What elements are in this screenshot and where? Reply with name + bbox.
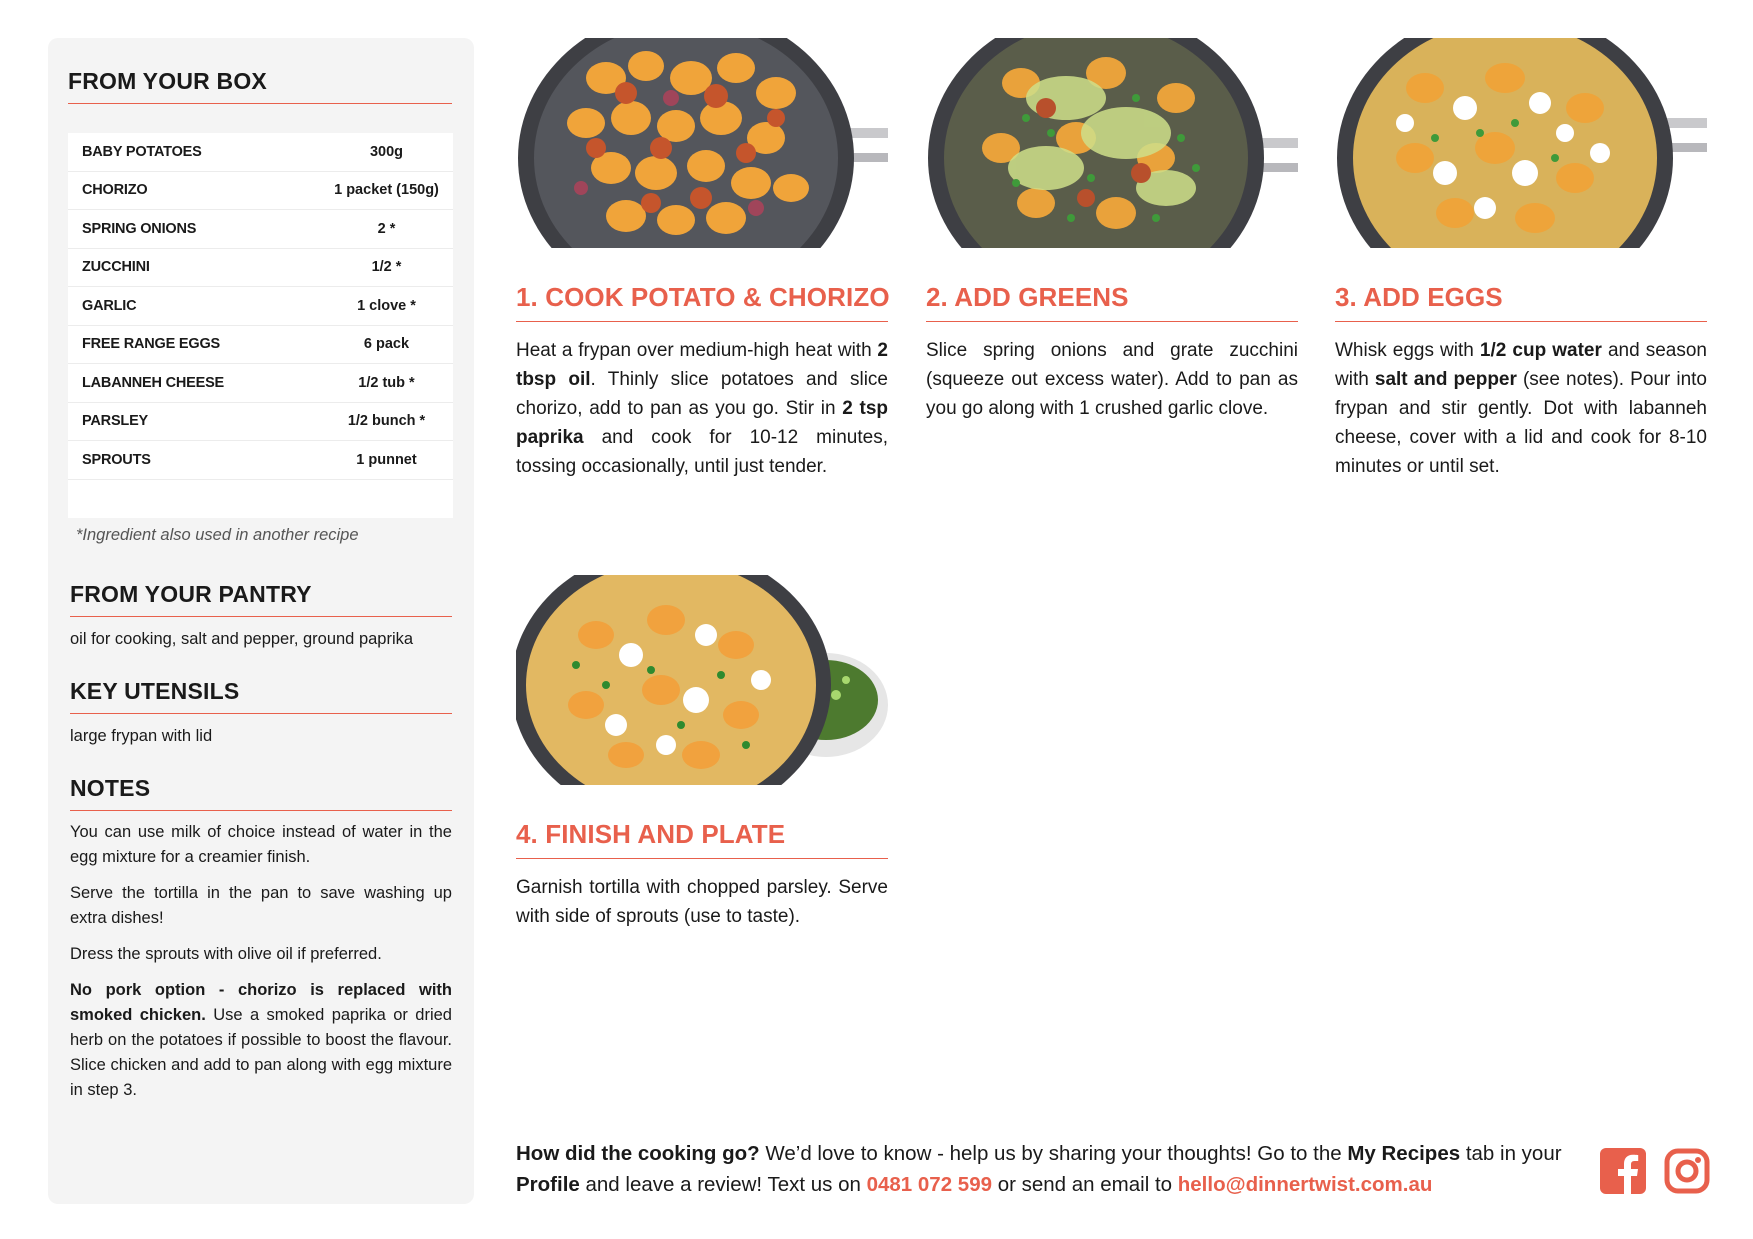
footer-text: We’d love to know - help us by sharing your thoughts! Go to the — [759, 1142, 1348, 1165]
step-1-title: 1. COOK POTATO & CHORIZO — [516, 282, 888, 322]
ingredient-name: SPRING ONIONS — [82, 220, 197, 237]
table-row — [68, 326, 453, 365]
step-text-part: (see notes). Pour into frypan and stir gently. Dot with labanneh cheese, cover with a lid and cook for 8-10 minutes or until set. — [1335, 369, 1707, 477]
ingredient-qty: 1 packet (150g) — [334, 182, 439, 199]
ingredient-name: ZUCCHINI — [82, 259, 150, 276]
profile-label: Profile — [516, 1173, 580, 1196]
ingredient-name: BABY POTATOES — [82, 143, 202, 160]
step-text-part: Slice spring onions and grate zucchini (squeeze out excess water). Add to pan as you go along with 1 crushed garlic clove. — [926, 340, 1298, 419]
ingredient-qty: 2 * — [377, 220, 396, 237]
step-2-image — [926, 38, 1298, 248]
instagram-icon[interactable] — [1664, 1148, 1710, 1194]
notes-title: NOTES — [70, 775, 452, 811]
step-text-bold: salt and pepper — [1374, 369, 1517, 390]
ingredient-qty: 6 pack — [363, 336, 410, 353]
table-row — [68, 172, 453, 211]
step-text-part: Heat a frypan over medium-high heat with — [516, 340, 878, 361]
from-your-box-title: FROM YOUR BOX — [68, 68, 452, 104]
step-2-title: 2. ADD GREENS — [926, 282, 1298, 322]
ingredient-name: PARSLEY — [82, 413, 149, 430]
step-4-text — [516, 873, 888, 931]
sidebar-panel — [48, 38, 474, 1204]
step-1 — [516, 38, 888, 481]
utensils-text: large frypan with lid — [70, 727, 213, 745]
ingredient-name: LABANNEH CHEESE — [82, 374, 225, 391]
step-4 — [516, 575, 888, 931]
feedback-footer — [516, 1138, 1576, 1200]
table-row — [68, 441, 453, 480]
step-3-text — [1335, 336, 1707, 481]
ingredient-name: CHORIZO — [82, 182, 148, 199]
step-text-part: Whisk eggs with — [1335, 340, 1480, 361]
step-3-image — [1335, 38, 1707, 248]
from-your-pantry-title: FROM YOUR PANTRY — [70, 581, 452, 617]
ingredient-qty: 1 clove * — [357, 297, 416, 314]
email-link[interactable]: hello@dinnertwist.com.au — [1177, 1173, 1433, 1196]
step-4-title: 4. FINISH AND PLATE — [516, 819, 888, 859]
notes-body — [70, 820, 452, 1114]
table-row-empty — [68, 480, 453, 518]
step-text-bold: 1/2 cup water — [1479, 340, 1602, 361]
ingredients-table — [68, 133, 453, 518]
note-item-no-pork — [70, 978, 452, 1103]
step-2-text — [926, 336, 1298, 423]
table-row — [68, 210, 453, 249]
no-pork-text: Use a smoked paprika or dried herb on the potatoes if possible to boost the flavour. Slice chicken and add to pan along with egg mixture in step 3. — [70, 1006, 452, 1099]
footer-text: tab in your — [1460, 1142, 1562, 1165]
step-3 — [1335, 38, 1707, 481]
ingredient-qty: 1/2 * — [371, 259, 402, 276]
pantry-text: oil for cooking, salt and pepper, ground paprika — [70, 630, 414, 648]
footer-text: and leave a review! Text us on — [579, 1173, 867, 1196]
table-row — [68, 364, 453, 403]
footer-question: How did the cooking go? — [516, 1142, 760, 1165]
step-text-part: and cook for 10-12 minutes, tossing occasionally, until just tender. — [516, 427, 888, 477]
step-3-title: 3. ADD EGGS — [1335, 282, 1707, 322]
table-row — [68, 403, 453, 442]
step-1-text — [516, 336, 888, 481]
ingredient-name: GARLIC — [82, 297, 137, 314]
my-recipes-label: My Recipes — [1347, 1142, 1461, 1165]
step-4-image — [516, 575, 888, 785]
note-item: Dress the sprouts with olive oil if preferred. — [70, 945, 382, 963]
note-item: Serve the tortilla in the pan to save washing up extra dishes! — [70, 884, 452, 927]
ingredient-name: FREE RANGE EGGS — [82, 336, 220, 353]
ingredient-name: SPROUTS — [82, 451, 151, 468]
no-pork-bold: No pork option - chorizo is replaced with smoked chicken. — [70, 981, 452, 1024]
step-2 — [926, 38, 1298, 423]
step-text-bold: 2 tbsp oil — [516, 340, 888, 390]
phone-link[interactable]: 0481 072 599 — [866, 1173, 992, 1196]
footer-text: or send an email to — [992, 1173, 1178, 1196]
table-row — [68, 287, 453, 326]
ingredient-qty: 300g — [369, 143, 404, 160]
step-text-part: . Thinly slice potatoes and slice chorizo, add to pan as you go. Stir in — [516, 369, 888, 419]
step-1-image — [516, 38, 888, 248]
step-text-part: and season with — [1335, 340, 1707, 390]
facebook-icon[interactable] — [1600, 1148, 1646, 1194]
ingredient-footnote: *Ingredient also used in another recipe — [76, 526, 359, 544]
table-row — [68, 133, 453, 172]
ingredient-qty: 1/2 bunch * — [347, 413, 426, 430]
note-item: You can use milk of choice instead of water in the egg mixture for a creamier finish. — [70, 823, 452, 866]
table-row — [68, 249, 453, 288]
ingredient-qty: 1 punnet — [356, 451, 417, 468]
ingredient-qty: 1/2 tub * — [358, 374, 415, 391]
step-text-bold: 2 tsp paprika — [516, 398, 888, 448]
key-utensils-title: KEY UTENSILS — [70, 678, 452, 714]
step-text-part: Garnish tortilla with chopped parsley. Serve with side of sprouts (use to taste). — [516, 877, 888, 927]
